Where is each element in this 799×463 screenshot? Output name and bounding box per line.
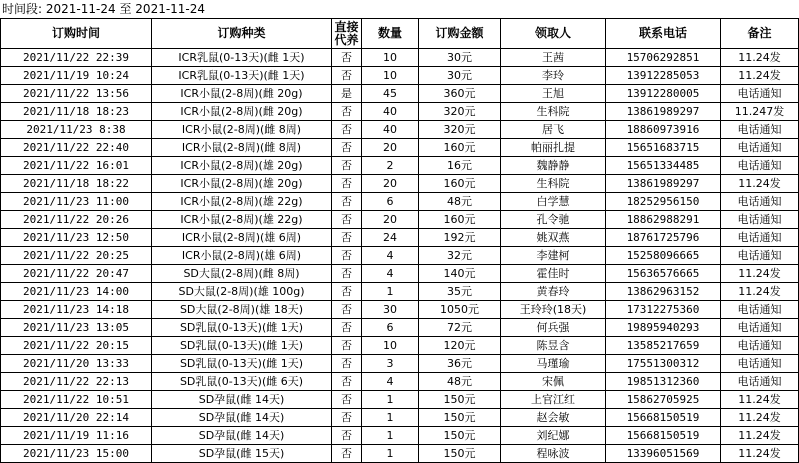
cell-order-time: 2021/11/23 15:00 bbox=[1, 445, 152, 463]
cell-remark: 电话通知 bbox=[721, 121, 799, 139]
cell-amount: 48元 bbox=[419, 193, 501, 211]
date-range-header bbox=[2, 0, 205, 18]
table-row bbox=[1, 103, 799, 121]
cell-quantity: 24 bbox=[362, 229, 419, 247]
cell-amount: 48元 bbox=[419, 373, 501, 391]
cell-order-type: ICR小鼠(2-8周)(雌 20g) bbox=[152, 85, 332, 103]
cell-recipient: 王玲玲(18天) bbox=[501, 301, 606, 319]
cell-amount: 192元 bbox=[419, 229, 501, 247]
cell-remark: 电话通知 bbox=[721, 193, 799, 211]
cell-order-time: 2021/11/18 18:23 bbox=[1, 103, 152, 121]
cell-order-time: 2021/11/22 22:13 bbox=[1, 373, 152, 391]
cell-amount: 35元 bbox=[419, 283, 501, 301]
cell-quantity: 2 bbox=[362, 157, 419, 175]
cell-direct-care: 否 bbox=[332, 409, 362, 427]
column-header-amount: 订购金额 bbox=[419, 19, 501, 49]
cell-order-type: SD孕鼠(雌 14天) bbox=[152, 391, 332, 409]
cell-quantity: 10 bbox=[362, 49, 419, 67]
cell-order-time: 2021/11/22 22:40 bbox=[1, 139, 152, 157]
cell-quantity: 1 bbox=[362, 283, 419, 301]
cell-remark: 电话通知 bbox=[721, 229, 799, 247]
cell-order-time: 2021/11/19 10:24 bbox=[1, 67, 152, 85]
cell-order-time: 2021/11/22 22:39 bbox=[1, 49, 152, 67]
column-header-order-type: 订购种类 bbox=[152, 19, 332, 49]
cell-amount: 150元 bbox=[419, 391, 501, 409]
cell-phone: 13861989297 bbox=[606, 103, 721, 121]
table-row bbox=[1, 85, 799, 103]
cell-amount: 160元 bbox=[419, 139, 501, 157]
cell-order-time: 2021/11/23 11:00 bbox=[1, 193, 152, 211]
cell-direct-care: 否 bbox=[332, 157, 362, 175]
cell-order-time: 2021/11/20 22:14 bbox=[1, 409, 152, 427]
cell-remark: 11.24发 bbox=[721, 49, 799, 67]
cell-amount: 150元 bbox=[419, 409, 501, 427]
cell-phone: 13862963152 bbox=[606, 283, 721, 301]
table-row bbox=[1, 157, 799, 175]
cell-remark: 电话通知 bbox=[721, 355, 799, 373]
cell-order-time: 2021/11/22 20:25 bbox=[1, 247, 152, 265]
cell-phone: 13912285053 bbox=[606, 67, 721, 85]
cell-amount: 140元 bbox=[419, 265, 501, 283]
table-row bbox=[1, 175, 799, 193]
cell-amount: 32元 bbox=[419, 247, 501, 265]
cell-order-type: ICR小鼠(2-8周)(雄 20g) bbox=[152, 175, 332, 193]
cell-order-type: SD大鼠(2-8周)(雄 100g) bbox=[152, 283, 332, 301]
cell-order-type: ICR小鼠(2-8周)(雄 20g) bbox=[152, 157, 332, 175]
table-row bbox=[1, 247, 799, 265]
cell-order-time: 2021/11/23 14:18 bbox=[1, 301, 152, 319]
cell-quantity: 20 bbox=[362, 175, 419, 193]
cell-recipient: 姚双燕 bbox=[501, 229, 606, 247]
cell-remark: 电话通知 bbox=[721, 373, 799, 391]
cell-remark: 11.24发 bbox=[721, 409, 799, 427]
table-row bbox=[1, 139, 799, 157]
cell-order-type: ICR乳鼠(0-13天)(雌 1天) bbox=[152, 67, 332, 85]
cell-phone: 18252956150 bbox=[606, 193, 721, 211]
table-row bbox=[1, 121, 799, 139]
cell-recipient: 李玲 bbox=[501, 67, 606, 85]
cell-order-time: 2021/11/22 20:26 bbox=[1, 211, 152, 229]
cell-quantity: 40 bbox=[362, 121, 419, 139]
cell-direct-care: 否 bbox=[332, 301, 362, 319]
cell-amount: 16元 bbox=[419, 157, 501, 175]
cell-quantity: 30 bbox=[362, 301, 419, 319]
cell-order-type: SD孕鼠(雌 14天) bbox=[152, 427, 332, 445]
cell-amount: 36元 bbox=[419, 355, 501, 373]
cell-phone: 18862988291 bbox=[606, 211, 721, 229]
cell-phone: 13912280005 bbox=[606, 85, 721, 103]
cell-quantity: 10 bbox=[362, 67, 419, 85]
cell-remark: 11.24发 bbox=[721, 175, 799, 193]
cell-recipient: 白学慧 bbox=[501, 193, 606, 211]
column-header-order-time: 订购时间 bbox=[1, 19, 152, 49]
cell-recipient: 刘纪娜 bbox=[501, 427, 606, 445]
cell-order-time: 2021/11/23 12:50 bbox=[1, 229, 152, 247]
cell-recipient: 生科院 bbox=[501, 103, 606, 121]
table-row bbox=[1, 337, 799, 355]
cell-recipient: 马瑾瑜 bbox=[501, 355, 606, 373]
table-body bbox=[1, 49, 799, 463]
cell-phone: 13585217659 bbox=[606, 337, 721, 355]
cell-direct-care: 是 bbox=[332, 85, 362, 103]
cell-direct-care: 否 bbox=[332, 175, 362, 193]
cell-order-time: 2021/11/23 13:05 bbox=[1, 319, 152, 337]
cell-direct-care: 否 bbox=[332, 67, 362, 85]
cell-recipient: 黄春玲 bbox=[501, 283, 606, 301]
table-row bbox=[1, 49, 799, 67]
cell-amount: 72元 bbox=[419, 319, 501, 337]
cell-remark: 电话通知 bbox=[721, 247, 799, 265]
cell-remark: 电话通知 bbox=[721, 337, 799, 355]
cell-amount: 360元 bbox=[419, 85, 501, 103]
cell-direct-care: 否 bbox=[332, 391, 362, 409]
cell-remark: 电话通知 bbox=[721, 139, 799, 157]
cell-direct-care: 否 bbox=[332, 193, 362, 211]
cell-order-time: 2021/11/23 14:00 bbox=[1, 283, 152, 301]
cell-direct-care: 否 bbox=[332, 337, 362, 355]
cell-phone: 13861989297 bbox=[606, 175, 721, 193]
cell-phone: 15651683715 bbox=[606, 139, 721, 157]
cell-remark: 11.24发 bbox=[721, 265, 799, 283]
cell-quantity: 20 bbox=[362, 211, 419, 229]
cell-recipient: 陈昱含 bbox=[501, 337, 606, 355]
cell-order-type: ICR小鼠(2-8周)(雄 22g) bbox=[152, 193, 332, 211]
cell-order-type: ICR乳鼠(0-13天)(雌 1天) bbox=[152, 49, 332, 67]
cell-amount: 160元 bbox=[419, 175, 501, 193]
cell-order-time: 2021/11/22 20:47 bbox=[1, 265, 152, 283]
cell-amount: 1050元 bbox=[419, 301, 501, 319]
cell-quantity: 45 bbox=[362, 85, 419, 103]
cell-remark: 11.24发 bbox=[721, 283, 799, 301]
cell-order-type: SD乳鼠(0-13天)(雌 1天) bbox=[152, 319, 332, 337]
cell-recipient: 程咏波 bbox=[501, 445, 606, 463]
cell-order-type: SD孕鼠(雌 15天) bbox=[152, 445, 332, 463]
cell-quantity: 1 bbox=[362, 409, 419, 427]
column-header-remark: 备注 bbox=[721, 19, 799, 49]
date-range-separator: 至 bbox=[119, 2, 132, 16]
cell-order-type: SD孕鼠(雌 14天) bbox=[152, 409, 332, 427]
cell-quantity: 4 bbox=[362, 247, 419, 265]
cell-recipient: 霍佳时 bbox=[501, 265, 606, 283]
cell-recipient: 孔令驰 bbox=[501, 211, 606, 229]
cell-amount: 320元 bbox=[419, 121, 501, 139]
cell-direct-care: 否 bbox=[332, 265, 362, 283]
cell-direct-care: 否 bbox=[332, 283, 362, 301]
cell-phone: 15862705925 bbox=[606, 391, 721, 409]
date-range-end: 2021-11-24 bbox=[135, 2, 206, 16]
cell-order-type: SD大鼠(2-8周)(雌 8周) bbox=[152, 265, 332, 283]
cell-order-time: 2021/11/23 8:38 bbox=[1, 121, 152, 139]
column-header-recipient: 领取人 bbox=[501, 19, 606, 49]
cell-amount: 150元 bbox=[419, 427, 501, 445]
cell-amount: 320元 bbox=[419, 103, 501, 121]
cell-remark: 电话通知 bbox=[721, 301, 799, 319]
cell-phone: 18860973916 bbox=[606, 121, 721, 139]
cell-order-type: SD乳鼠(0-13天)(雌 6天) bbox=[152, 373, 332, 391]
table-row bbox=[1, 265, 799, 283]
column-header-direct-care: 直接 代养 bbox=[332, 19, 362, 49]
table-row bbox=[1, 391, 799, 409]
cell-remark: 11.24发 bbox=[721, 391, 799, 409]
orders-table bbox=[0, 18, 799, 463]
cell-quantity: 6 bbox=[362, 193, 419, 211]
column-header-quantity: 数量 bbox=[362, 19, 419, 49]
cell-remark: 电话通知 bbox=[721, 85, 799, 103]
cell-order-type: SD大鼠(2-8周)(雄 18天) bbox=[152, 301, 332, 319]
cell-recipient: 居飞 bbox=[501, 121, 606, 139]
cell-phone: 17551300312 bbox=[606, 355, 721, 373]
table-row bbox=[1, 373, 799, 391]
cell-recipient: 王旭 bbox=[501, 85, 606, 103]
cell-phone: 17312275360 bbox=[606, 301, 721, 319]
date-range-start: 2021-11-24 bbox=[45, 2, 116, 16]
cell-quantity: 10 bbox=[362, 337, 419, 355]
cell-direct-care: 否 bbox=[332, 319, 362, 337]
cell-recipient: 赵会敏 bbox=[501, 409, 606, 427]
table-row bbox=[1, 427, 799, 445]
cell-phone: 18761725796 bbox=[606, 229, 721, 247]
cell-direct-care: 否 bbox=[332, 445, 362, 463]
cell-amount: 30元 bbox=[419, 49, 501, 67]
cell-direct-care: 否 bbox=[332, 373, 362, 391]
cell-order-type: ICR小鼠(2-8周)(雌 8周) bbox=[152, 139, 332, 157]
cell-recipient: 生科院 bbox=[501, 175, 606, 193]
cell-remark: 电话通知 bbox=[721, 319, 799, 337]
cell-order-type: ICR小鼠(2-8周)(雌 20g) bbox=[152, 103, 332, 121]
cell-remark: 11.24发 bbox=[721, 427, 799, 445]
table-row bbox=[1, 193, 799, 211]
cell-recipient: 王茜 bbox=[501, 49, 606, 67]
cell-quantity: 6 bbox=[362, 319, 419, 337]
cell-order-time: 2021/11/22 20:15 bbox=[1, 337, 152, 355]
table-row bbox=[1, 211, 799, 229]
cell-amount: 160元 bbox=[419, 211, 501, 229]
cell-phone: 15706292851 bbox=[606, 49, 721, 67]
cell-phone: 15651334485 bbox=[606, 157, 721, 175]
cell-quantity: 1 bbox=[362, 445, 419, 463]
cell-order-time: 2021/11/22 16:01 bbox=[1, 157, 152, 175]
table-row bbox=[1, 355, 799, 373]
cell-phone: 13396051569 bbox=[606, 445, 721, 463]
cell-order-type: SD乳鼠(0-13天)(雌 1天) bbox=[152, 337, 332, 355]
cell-amount: 30元 bbox=[419, 67, 501, 85]
cell-remark: 11.247发 bbox=[721, 103, 799, 121]
cell-recipient: 宋佩 bbox=[501, 373, 606, 391]
cell-recipient: 帕丽扎提 bbox=[501, 139, 606, 157]
cell-quantity: 3 bbox=[362, 355, 419, 373]
cell-direct-care: 否 bbox=[332, 247, 362, 265]
cell-remark: 11.24发 bbox=[721, 67, 799, 85]
table-row bbox=[1, 409, 799, 427]
cell-direct-care: 否 bbox=[332, 355, 362, 373]
cell-recipient: 何兵强 bbox=[501, 319, 606, 337]
table-row bbox=[1, 229, 799, 247]
cell-remark: 11.24发 bbox=[721, 445, 799, 463]
cell-order-time: 2021/11/22 13:56 bbox=[1, 85, 152, 103]
cell-order-type: ICR小鼠(2-8周)(雄 6周) bbox=[152, 229, 332, 247]
column-header-phone: 联系电话 bbox=[606, 19, 721, 49]
cell-direct-care: 否 bbox=[332, 229, 362, 247]
cell-order-type: ICR小鼠(2-8周)(雄 22g) bbox=[152, 211, 332, 229]
cell-amount: 150元 bbox=[419, 445, 501, 463]
cell-remark: 电话通知 bbox=[721, 211, 799, 229]
cell-phone: 15668150519 bbox=[606, 409, 721, 427]
cell-recipient: 魏静静 bbox=[501, 157, 606, 175]
cell-direct-care: 否 bbox=[332, 211, 362, 229]
cell-quantity: 4 bbox=[362, 373, 419, 391]
table-row bbox=[1, 301, 799, 319]
cell-recipient: 上官江红 bbox=[501, 391, 606, 409]
cell-order-time: 2021/11/20 13:33 bbox=[1, 355, 152, 373]
table-row bbox=[1, 67, 799, 85]
cell-order-type: ICR小鼠(2-8周)(雄 6周) bbox=[152, 247, 332, 265]
cell-phone: 15668150519 bbox=[606, 427, 721, 445]
cell-order-time: 2021/11/18 18:22 bbox=[1, 175, 152, 193]
cell-direct-care: 否 bbox=[332, 103, 362, 121]
cell-phone: 19895940293 bbox=[606, 319, 721, 337]
cell-direct-care: 否 bbox=[332, 139, 362, 157]
cell-quantity: 4 bbox=[362, 265, 419, 283]
table-row bbox=[1, 319, 799, 337]
cell-order-type: SD乳鼠(0-13天)(雌 1天) bbox=[152, 355, 332, 373]
cell-order-type: ICR小鼠(2-8周)(雌 8周) bbox=[152, 121, 332, 139]
cell-phone: 15258096665 bbox=[606, 247, 721, 265]
cell-direct-care: 否 bbox=[332, 49, 362, 67]
cell-quantity: 1 bbox=[362, 427, 419, 445]
cell-amount: 120元 bbox=[419, 337, 501, 355]
cell-order-time: 2021/11/19 11:16 bbox=[1, 427, 152, 445]
cell-recipient: 李建柯 bbox=[501, 247, 606, 265]
date-range-label: 时间段: bbox=[2, 2, 43, 16]
cell-direct-care: 否 bbox=[332, 121, 362, 139]
cell-remark: 电话通知 bbox=[721, 157, 799, 175]
table-row bbox=[1, 283, 799, 301]
cell-direct-care: 否 bbox=[332, 427, 362, 445]
cell-phone: 15636576665 bbox=[606, 265, 721, 283]
cell-quantity: 20 bbox=[362, 139, 419, 157]
cell-order-time: 2021/11/22 10:51 bbox=[1, 391, 152, 409]
cell-phone: 19851312360 bbox=[606, 373, 721, 391]
cell-quantity: 40 bbox=[362, 103, 419, 121]
cell-quantity: 1 bbox=[362, 391, 419, 409]
table-row bbox=[1, 445, 799, 463]
table-header-row bbox=[1, 19, 799, 49]
